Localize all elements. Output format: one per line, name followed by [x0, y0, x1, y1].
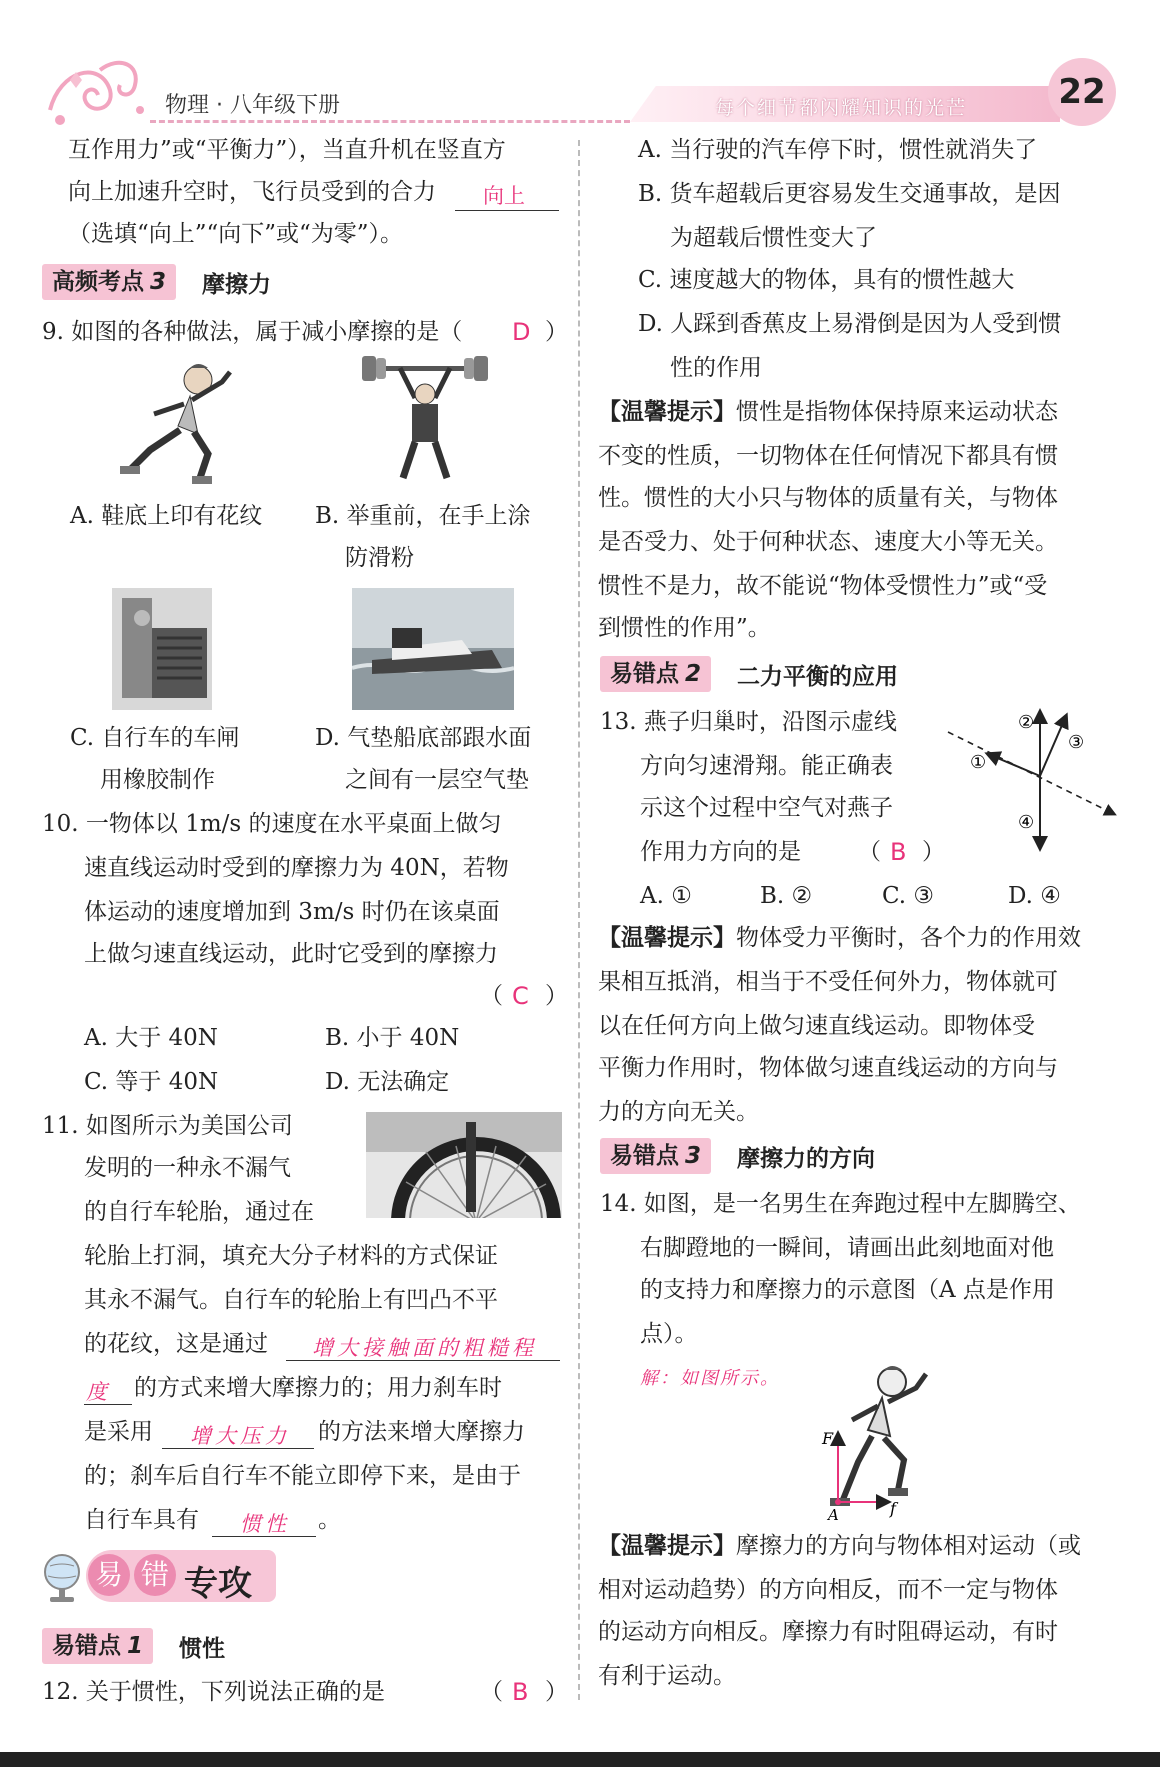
section-badge: 高频考点 3 [42, 264, 176, 300]
text-line: 作用力方向的是 [640, 839, 801, 865]
choice-answer: B [512, 1678, 529, 1706]
option-label: 防滑粉 [345, 545, 414, 571]
runner-illustration [110, 358, 250, 488]
option-label: 用橡胶制作 [100, 767, 215, 793]
option-label: D. 气垫船底部跟水面 [315, 725, 532, 751]
text-line: 示这个过程中空气对燕子 [640, 795, 893, 821]
option-label: A. 鞋底上印有花纹 [70, 503, 263, 529]
bicycle-brake-photo [112, 588, 212, 710]
text-line: （选填“向上”“向下”或“为零”）。 [68, 221, 404, 247]
choice-answer: D [512, 318, 531, 346]
tip-line: 【温馨提示】惯性是指物体保持原来运动状态 [598, 399, 1058, 425]
arrow-label: ④ [1018, 812, 1035, 833]
point-label: A [828, 1506, 839, 1520]
bracket: ） [545, 319, 568, 345]
answer-text: 向上 [483, 184, 525, 208]
column-divider [578, 140, 580, 1700]
option-label: B. ② [760, 883, 813, 909]
tip-line: 果相互抵消，相当于不受任何外力，物体就可 [598, 969, 1058, 995]
bracket: （ [858, 839, 881, 865]
option-label: B. 举重前，在手上涂 [315, 503, 531, 529]
bracket: ） [545, 1679, 568, 1705]
section-badge: 易错点 3 [600, 1138, 711, 1174]
page-number: 22 [1048, 58, 1116, 126]
choice-answer: B [890, 838, 907, 866]
text-line: 其永不漏气。自行车的轮胎上有凹凸不平 [84, 1287, 498, 1313]
text-line: 轮胎上打洞，填充大分子材料的方式保证 [84, 1243, 498, 1269]
option-label: B. 货车超载后更容易发生交通事故，是因 [638, 181, 1061, 207]
bracket: （ [480, 1679, 503, 1705]
option-label: C. 等于 40N [84, 1069, 219, 1095]
option-label: 为超载后惯性变大了 [670, 225, 877, 251]
arrow-label: ① [970, 752, 987, 773]
error-special-banner [42, 1548, 282, 1608]
banner-char: 易 [88, 1554, 130, 1596]
arrow-label: ② [1018, 712, 1035, 733]
option-label: 性的作用 [670, 355, 762, 381]
text-line: 速直线运动时受到的摩擦力为 40N，若物 [84, 855, 509, 881]
section-badge: 易错点 2 [600, 656, 711, 692]
text-line: 点）。 [640, 1321, 698, 1347]
banner-title: 专攻 [184, 1564, 252, 1604]
tip-line: 是否受力、处于何种状态、速度大小等无关。 [598, 529, 1058, 555]
question-stem: 10. 一物体以 1m/s 的速度在水平桌面上做匀 [42, 811, 502, 837]
text-line: 的自行车轮胎，通过在 [84, 1199, 314, 1225]
text-line: 是采用 [84, 1419, 153, 1445]
text-line: 向上加速升空时，飞行员受到的合力 [68, 179, 436, 205]
option-label: D. 无法确定 [325, 1069, 450, 1095]
text-line: 的方法来增大摩擦力 [318, 1419, 525, 1445]
text-line: 上做匀速直线运动，此时它受到的摩擦力 [84, 941, 498, 967]
text-line: 的花纹，这是通过 [84, 1331, 268, 1357]
question-stem: 13. 燕子归巢时，沿图示虚线 [600, 709, 897, 735]
question-stem: 11. 如图所示为美国公司 [42, 1113, 293, 1139]
globe-icon [42, 1552, 82, 1604]
question-stem: 9. 如图的各种做法，属于减小摩擦的是（ [42, 319, 463, 345]
answer-text: 度 [86, 1380, 111, 1404]
section-title: 摩擦力的方向 [737, 1145, 876, 1172]
option-label: B. 小于 40N [325, 1025, 460, 1051]
option-label: A. 当行驶的汽车停下时，惯性就消失了 [638, 137, 1038, 163]
text-line: 互作用力”或“平衡力”），当直升机在竖直方 [68, 137, 506, 163]
text-line: 发明的一种永不漏气 [84, 1155, 291, 1181]
force-label: f [890, 1499, 896, 1518]
section-heading [42, 264, 271, 300]
text-line: 自行车具有 [84, 1507, 199, 1533]
option-label: 之间有一层空气垫 [345, 767, 529, 793]
tip-line: 力的方向无关。 [598, 1099, 759, 1125]
tip-line: 惯性不是力，故不能说“物体受惯性力”或“受 [598, 573, 1048, 599]
section-title: 摩擦力 [202, 271, 272, 298]
option-label: A. ① [640, 883, 692, 909]
bottom-edge [0, 1752, 1160, 1767]
option-label: C. 自行车的车闸 [70, 725, 240, 751]
hovercraft-photo [352, 588, 514, 710]
text-line: 体运动的速度增加到 3m/s 时仍在该桌面 [84, 899, 500, 925]
text-line: 右脚蹬地的一瞬间，请画出此刻地面对他 [640, 1235, 1054, 1261]
header-slogan: 每个细节都闪耀知识的光芒 [715, 97, 968, 119]
bracket: ） [545, 983, 568, 1009]
tip-line: 相对运动趋势）的方向相反，而不一定与物体 [598, 1577, 1058, 1603]
section-heading [600, 1138, 875, 1174]
bracket: ） [922, 839, 945, 865]
option-label: D. 人踩到香蕉皮上易滑倒是因为人受到惯 [638, 311, 1062, 337]
tip-line: 【温馨提示】物体受力平衡时，各个力的作用效 [598, 925, 1081, 951]
question-stem: 14. 如图，是一名男生在奔跑过程中左脚腾空、 [600, 1191, 1081, 1217]
section-heading [600, 656, 898, 692]
tip-line: 性。惯性的大小只与物体的质量有关，与物体 [598, 485, 1058, 511]
text-line: 方向匀速滑翔。能正确表 [640, 753, 893, 779]
book-subject: 物理 · 八年级下册 [165, 93, 340, 118]
header-divider [150, 120, 630, 123]
text-line: 。 [318, 1507, 341, 1533]
bicycle-tire-photo [366, 1112, 562, 1218]
question-stem: 12. 关于惯性，下列说法正确的是 [42, 1679, 385, 1705]
tip-line: 有利于运动。 [598, 1663, 736, 1689]
arrow-label: ③ [1068, 732, 1085, 753]
section-title: 惯性 [179, 1635, 226, 1662]
option-label: C. 速度越大的物体，具有的惯性越大 [638, 267, 1015, 293]
section-heading [42, 1628, 225, 1664]
answer-text: 惯性 [240, 1512, 290, 1536]
tip-line: 的运动方向相反。摩擦力有时阻碍运动，有时 [598, 1619, 1058, 1645]
banner-char: 错 [134, 1554, 176, 1596]
option-label: C. ③ [882, 883, 935, 909]
tip-line: 平衡力作用时，物体做匀速直线运动的方向与 [598, 1055, 1058, 1081]
text-line: 的方式来增大摩擦力的；用力刹车时 [134, 1375, 502, 1401]
force-label: F [822, 1429, 834, 1448]
text-line: 的；刹车后自行车不能立即停下来，是由于 [84, 1463, 521, 1489]
section-badge: 易错点 1 [42, 1628, 153, 1664]
choice-answer: C [512, 982, 529, 1010]
force-direction-diagram [944, 704, 1124, 854]
tip-line: 以在任何方向上做匀速直线运动。即物体受 [598, 1013, 1035, 1039]
bracket: （ [480, 983, 503, 1009]
tip-line: 不变的性质，一切物体在任何情况下都具有惯 [598, 443, 1058, 469]
weightlifter-illustration [360, 356, 490, 486]
floral-ornament-icon [40, 50, 150, 130]
runner-force-diagram [810, 1360, 970, 1520]
answer-text: 增大压力 [190, 1424, 290, 1448]
solution-note: 解：如图所示。 [640, 1368, 780, 1389]
tip-line: 【温馨提示】摩擦力的方向与物体相对运动（或 [598, 1533, 1081, 1559]
option-label: D. ④ [1008, 883, 1061, 909]
text-line: 的支持力和摩擦力的示意图（A 点是作用 [640, 1277, 1055, 1303]
section-title: 二力平衡的应用 [737, 663, 899, 690]
option-label: A. 大于 40N [84, 1025, 218, 1051]
answer-text: 增大接触面的粗糙程 [312, 1336, 537, 1360]
tip-line: 到惯性的作用”。 [598, 615, 771, 641]
